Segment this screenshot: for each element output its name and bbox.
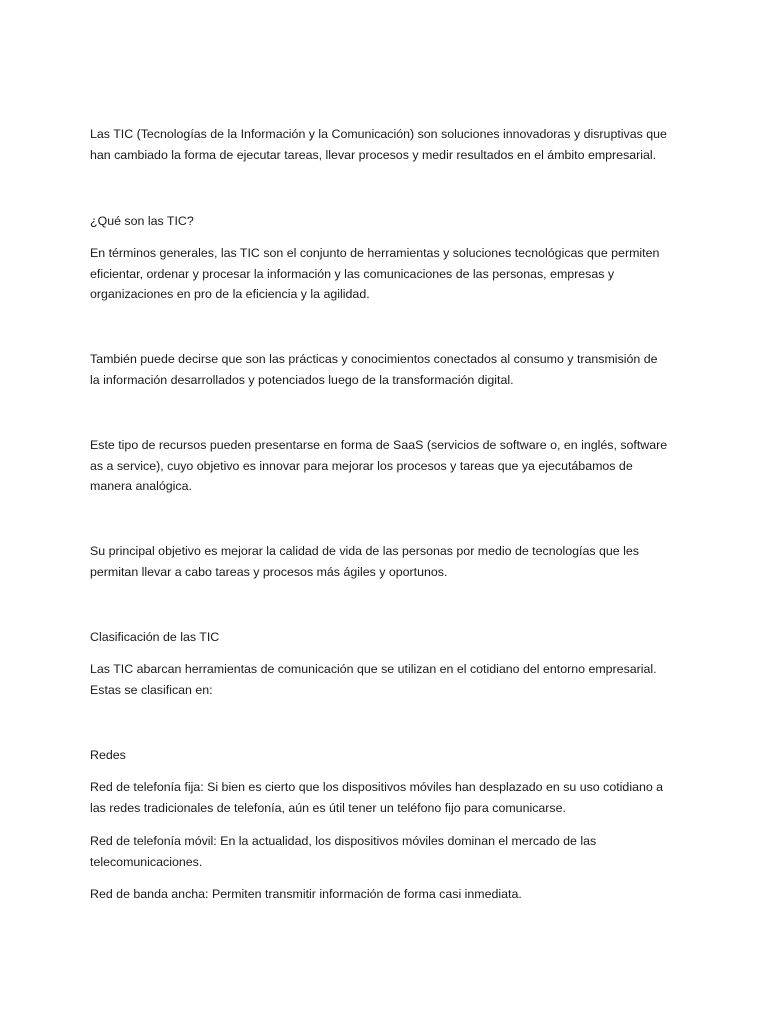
text-line: Red de telefonía fija: Si bien es cierto que los dispositivos móviles han desplazado en su uso cotidiano a [90,780,664,794]
text-line: han cambiado la forma de ejecutar tareas, llevar procesos y medir resultados en el ámbito empresarial. [90,147,657,162]
heading-text: Redes [90,748,126,762]
text-line: Su principal objetivo es mejorar la calidad de vida de las personas por medio de tecnologías que les [90,544,639,558]
text-line: organizaciones en pro de la eficiencia y la agilidad. [90,287,370,301]
text-line: Red de banda ancha: Permiten transmitir información de forma casi inmediata. [90,887,522,901]
text-line: Red de telefonía móvil: En la actualidad, los dispositivos móviles dominan el mercado de las [90,834,597,848]
text-line: as a service), cuyo objetivo es innovar para mejorar los procesos y tareas que ya ejecutábamos de [90,458,633,473]
text-line: Estas se clasifican en: [90,682,213,697]
section-heading-clasificacion [90,627,680,648]
classification-paragraph [90,659,680,700]
heading-text: Clasificación de las TIC [90,630,220,644]
section-heading-que-son [90,211,680,232]
text-line: las redes tradicionales de telefonía, aún es útil tener un teléfono fijo para comunicarse. [90,800,566,815]
text-line: manera analógica. [90,479,192,493]
text-line: Este tipo de recursos pueden presentarse en forma de SaaS (servicios de software o, en inglés, software [90,438,668,452]
text-line: También puede decirse que son las prácticas y conocimientos conectados al consumo y transmisión de [90,352,658,366]
definition-paragraph [90,243,680,305]
section-heading-redes [90,745,680,766]
text-line: Las TIC abarcan herramientas de comunicación que se utilizan en el cotidiano del entorno empresarial. [90,662,657,676]
text-line: eficientar, ordenar y procesar la información y las comunicaciones de las personas, empresas y [90,266,615,281]
intro-paragraph [90,124,680,165]
text-line: Las TIC (Tecnologías de la Información y la Comunicación) son soluciones innovadoras y disruptivas que [90,127,667,141]
broadband-paragraph [90,884,680,905]
mobile-telephony-paragraph [90,831,680,872]
objective-paragraph [90,541,680,582]
practices-paragraph [90,349,680,390]
fixed-telephony-paragraph [90,777,680,818]
text-line: la información desarrollados y potenciados luego de la transformación digital. [90,372,514,387]
text-line: telecomunicaciones. [90,854,203,869]
text-line: permitan llevar a cabo tareas y procesos más ágiles y oportunos. [90,564,448,579]
heading-text: ¿Qué son las TIC? [90,214,194,228]
saas-paragraph [90,435,680,497]
text-line: En términos generales, las TIC son el conjunto de herramientas y soluciones tecnológicas que permiten [90,246,660,260]
